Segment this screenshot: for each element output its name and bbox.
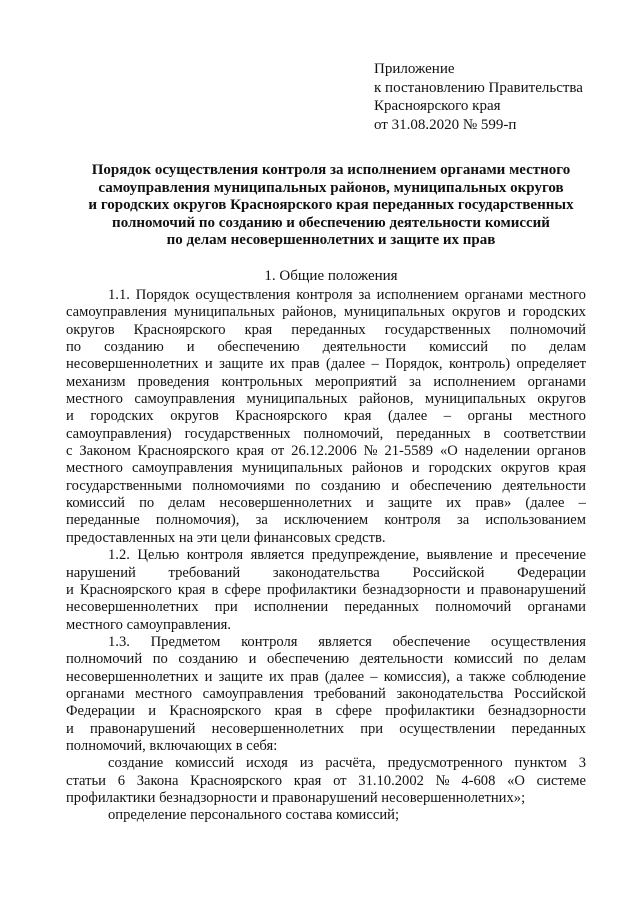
word: комиссий — [175, 755, 235, 772]
word: при — [360, 720, 384, 737]
word: обеспечению — [217, 339, 300, 356]
word: – — [443, 408, 452, 425]
word: мероприятий — [314, 373, 397, 390]
word: исходя — [246, 755, 288, 772]
word: и — [66, 720, 74, 737]
word: округов — [170, 408, 219, 425]
word: является — [250, 547, 305, 564]
paragraph-1-2 — [66, 547, 586, 634]
word: самоуправления — [66, 304, 167, 321]
text-line — [66, 443, 586, 460]
word: и — [248, 651, 257, 668]
word: контроля — [384, 512, 441, 529]
word: а — [456, 668, 463, 685]
word: законодательства — [272, 564, 380, 581]
word: полномочий, — [303, 425, 384, 442]
word: исключением — [284, 512, 369, 529]
word: комиссий — [453, 651, 513, 668]
word: деятельности — [359, 651, 444, 668]
word: местного — [66, 391, 123, 408]
word: органами — [66, 685, 125, 702]
word: за — [456, 512, 470, 529]
word: Законом — [79, 443, 131, 460]
word: в — [315, 703, 323, 720]
word: 21-5589 — [384, 443, 434, 460]
word: и — [411, 460, 420, 477]
word: в — [483, 425, 491, 442]
word: Красноярского — [235, 408, 328, 425]
word: несовершеннолетних — [66, 668, 199, 685]
word: сфере — [224, 581, 261, 598]
list-item-commission-creation — [66, 755, 586, 807]
text-line — [66, 287, 586, 304]
text-line — [66, 773, 586, 790]
word: по — [295, 477, 311, 494]
word: Красноярского — [190, 772, 283, 789]
word: Федерации — [517, 564, 586, 581]
word: делам — [549, 339, 586, 356]
title-line: полномочий по созданию и обеспечению деятельности комиссий — [112, 214, 550, 231]
paragraph-1-3 — [66, 634, 586, 755]
text-line — [66, 322, 586, 339]
word: исполнении — [253, 599, 329, 616]
word: Закона — [136, 772, 179, 789]
word: – — [371, 356, 379, 373]
word: – — [370, 668, 378, 685]
word: переданных — [396, 425, 471, 442]
word: Российской — [514, 685, 586, 702]
word: края — [293, 772, 322, 789]
word: 26.12.2006 — [291, 443, 357, 460]
word: и — [204, 356, 213, 373]
word: переданных — [511, 720, 586, 737]
word: муниципальных — [241, 460, 343, 477]
word: по — [511, 339, 527, 356]
word: (далее — [324, 668, 365, 685]
word: несовершеннолетних — [66, 599, 199, 616]
word: – — [578, 495, 586, 512]
word: требований — [314, 685, 386, 702]
word: Предметом — [150, 633, 221, 650]
word: безнадзорности — [487, 703, 586, 720]
text-line — [66, 512, 586, 529]
text-line — [66, 565, 586, 582]
word: созданию — [104, 339, 164, 356]
word: нарушений — [66, 564, 136, 581]
title-line: по делам несовершеннолетних и защите их прав — [166, 232, 496, 249]
word: контрольных — [221, 373, 303, 390]
word: прав — [291, 356, 320, 373]
word: является — [318, 633, 372, 650]
text-line: полномочий, включающих в себя: — [66, 737, 278, 754]
word: выявление — [426, 547, 493, 564]
text-line — [66, 304, 586, 321]
word: использованием — [485, 512, 586, 529]
text-line — [66, 426, 586, 443]
word: Красноярского — [169, 703, 262, 720]
word: исполнением — [376, 287, 459, 303]
word: статьи — [66, 772, 106, 789]
word: профилактики — [267, 581, 357, 598]
text-line — [66, 339, 586, 356]
word: органами — [527, 599, 586, 616]
word: и — [366, 495, 374, 512]
word: местного — [66, 460, 123, 477]
word: (далее — [326, 356, 366, 373]
word: органы — [467, 408, 513, 425]
word: осуществления — [491, 633, 586, 650]
text-line — [66, 686, 586, 703]
word: № — [435, 772, 450, 789]
word: переданных — [291, 321, 366, 338]
word: 1.3. — [108, 633, 130, 650]
word: безнадзорности — [362, 581, 461, 598]
word: округов — [500, 460, 550, 477]
word: районов — [351, 460, 403, 477]
word: комиссия), — [383, 668, 451, 685]
word: Красноярского — [137, 443, 230, 460]
word: осуществления — [195, 287, 291, 303]
word: и — [148, 703, 157, 720]
word: за — [408, 373, 422, 390]
word: соблюдение — [511, 668, 586, 685]
word: полномочия), — [155, 512, 240, 529]
word: Целью — [137, 547, 180, 564]
word: их — [446, 495, 462, 512]
word: требований — [168, 564, 241, 581]
word: районов, — [282, 304, 337, 321]
word: правонарушений — [480, 581, 586, 598]
word: их — [269, 356, 285, 373]
word: самоуправления — [202, 685, 304, 702]
text-line: определение персонального состава комиссий; — [108, 807, 399, 824]
word: органов — [536, 443, 586, 460]
word: и — [507, 304, 516, 321]
word: и — [66, 408, 74, 425]
word: (далее — [388, 408, 428, 425]
word: и — [500, 547, 508, 564]
appendix-resolution-ref: к постановлению Правительства — [374, 79, 583, 96]
word: по — [523, 651, 539, 668]
word: несовершеннолетних — [211, 720, 345, 737]
word: за — [255, 512, 268, 529]
word: по — [139, 495, 155, 512]
word: муниципальных — [173, 304, 275, 321]
title-line: самоуправления муниципальных районов, муниципальных округов — [98, 179, 564, 196]
word: Красноярского — [79, 581, 172, 598]
word: за — [358, 287, 371, 303]
word: наделении — [464, 443, 531, 460]
word: защите — [218, 668, 263, 685]
word: контроля — [241, 633, 298, 650]
word: при — [214, 599, 238, 616]
appendix-region: Красноярского края — [374, 98, 501, 114]
text-line — [66, 547, 586, 564]
word: предупреждение, — [311, 547, 420, 564]
word: обеспечению — [267, 651, 350, 668]
word: округов — [66, 321, 115, 338]
appendix-label: Приложение — [374, 61, 455, 77]
word: расчёта, — [325, 755, 376, 772]
text-line — [66, 599, 586, 616]
word: исполнением — [433, 373, 516, 390]
appendix-block — [374, 60, 624, 134]
word: Федерации — [66, 703, 135, 720]
word: государственных — [184, 425, 291, 442]
word: местного — [528, 408, 586, 425]
word: края — [274, 703, 303, 720]
word: контроль) — [448, 356, 511, 373]
word: и — [66, 581, 74, 598]
text-line — [66, 495, 586, 512]
text-line — [66, 391, 586, 408]
word: профилактики — [385, 703, 475, 720]
word: контроля — [296, 287, 353, 303]
document-body — [66, 287, 586, 825]
text-line — [66, 478, 586, 495]
word: Порядок — [135, 287, 190, 303]
word: № — [363, 443, 378, 460]
text-line: профилактики безнадзорности и правонарушений несовершеннолетних»; — [66, 789, 526, 806]
word: самоуправления) — [66, 425, 172, 442]
word: «О — [439, 443, 458, 460]
section-heading: 1. Общие положения — [264, 268, 398, 284]
word: полномочий — [435, 599, 512, 616]
word: сфере — [335, 703, 372, 720]
word: муниципальных — [424, 391, 526, 408]
word: 6 — [117, 772, 125, 789]
word: «О — [507, 772, 525, 789]
word: органами — [527, 373, 586, 390]
word: органами — [464, 287, 524, 303]
word: законодательства — [396, 685, 504, 702]
text-line: местного самоуправления. — [66, 616, 232, 633]
word: переданных — [344, 599, 419, 616]
word: правонарушений — [89, 720, 196, 737]
text-line — [66, 374, 586, 391]
word: несовершеннолетних — [66, 356, 199, 373]
word: созданию — [178, 651, 239, 668]
text-line — [66, 669, 586, 686]
word: городских — [522, 304, 586, 321]
word: обеспечению — [409, 477, 492, 494]
word: деятельности — [322, 339, 407, 356]
word: 3 — [578, 755, 586, 772]
title-line: Порядок осуществления контроля за исполнением органами местного — [91, 162, 571, 178]
text-line — [66, 721, 586, 738]
word: несовершеннолетних — [219, 495, 352, 512]
text-line — [66, 408, 586, 425]
word: из — [299, 755, 314, 772]
word: муниципальных — [343, 304, 445, 321]
word: полномочий — [66, 651, 143, 668]
word: (далее — [525, 495, 565, 512]
word: комиссий — [429, 339, 489, 356]
word: от — [270, 443, 285, 460]
word: районов, — [358, 391, 414, 408]
document-title — [66, 162, 596, 250]
list-item-personnel — [66, 807, 586, 824]
word: 1.2. — [108, 547, 130, 564]
word: Порядок, — [385, 356, 443, 373]
word: созданию — [320, 477, 381, 494]
title-line: и городских округов Красноярского края переданных государственных — [88, 197, 574, 214]
word: городских — [90, 408, 154, 425]
text-line — [66, 651, 586, 668]
word: от — [333, 772, 347, 789]
word: 31.10.2002 — [358, 772, 424, 789]
word: полномочиями — [192, 477, 285, 494]
word: края — [244, 321, 273, 338]
word: комиссий — [66, 495, 125, 512]
word: определяет — [516, 356, 586, 373]
word: осуществлении — [399, 720, 496, 737]
word: обеспечение — [392, 633, 471, 650]
word: с — [66, 443, 73, 460]
word: местного — [135, 685, 193, 702]
text-line — [66, 634, 586, 651]
word: защите — [219, 356, 264, 373]
word: местного — [528, 287, 586, 303]
word: в — [211, 581, 219, 598]
text-line — [66, 356, 586, 373]
word: 1.1. — [108, 287, 130, 303]
word: 4-608 — [461, 772, 496, 789]
word: проведения — [137, 373, 210, 390]
word: государственными — [66, 477, 182, 494]
word: края — [343, 408, 372, 425]
word: Российской — [412, 564, 485, 581]
word: края — [177, 581, 206, 598]
word: контроля — [186, 547, 244, 564]
word: и — [391, 477, 400, 494]
word: края — [558, 460, 586, 477]
word: государственных — [384, 321, 491, 338]
word: по — [152, 651, 168, 668]
word: Красноярского — [133, 321, 226, 338]
word: делам — [168, 495, 206, 512]
word: муниципальных — [246, 391, 348, 408]
text-line: предоставленных на эти цели финансовых средств. — [66, 529, 386, 546]
word: пунктом — [514, 755, 567, 772]
word: округов — [452, 304, 501, 321]
word: прав — [290, 668, 319, 685]
word: защите — [387, 495, 433, 512]
text-line — [66, 703, 586, 720]
text-line — [66, 755, 586, 772]
word: создание — [108, 755, 164, 772]
word: самоуправления — [131, 460, 233, 477]
word: и — [466, 581, 475, 598]
text-line — [66, 582, 586, 599]
word: полномочий — [509, 321, 586, 338]
word: деятельности — [502, 477, 586, 494]
word: механизм — [66, 373, 126, 390]
word: переданные — [66, 512, 140, 529]
word: по — [66, 339, 82, 356]
word: предусмотренного — [387, 755, 503, 772]
word: городских — [428, 460, 492, 477]
text-line — [66, 460, 586, 477]
word: пресечение — [515, 547, 586, 564]
word: делам — [549, 651, 586, 668]
word: и — [186, 339, 195, 356]
paragraph-1-1 — [66, 287, 586, 547]
word: и — [204, 668, 213, 685]
appendix-date-number: от 31.08.2020 № 599-п — [374, 116, 517, 133]
word: системе — [536, 772, 586, 789]
word: самоуправления — [134, 391, 236, 408]
word: края — [236, 443, 264, 460]
word: также — [468, 668, 506, 685]
word: их — [268, 668, 285, 685]
word: прав» — [475, 495, 512, 512]
word: округов — [537, 391, 586, 408]
word: соответствии — [503, 425, 586, 442]
